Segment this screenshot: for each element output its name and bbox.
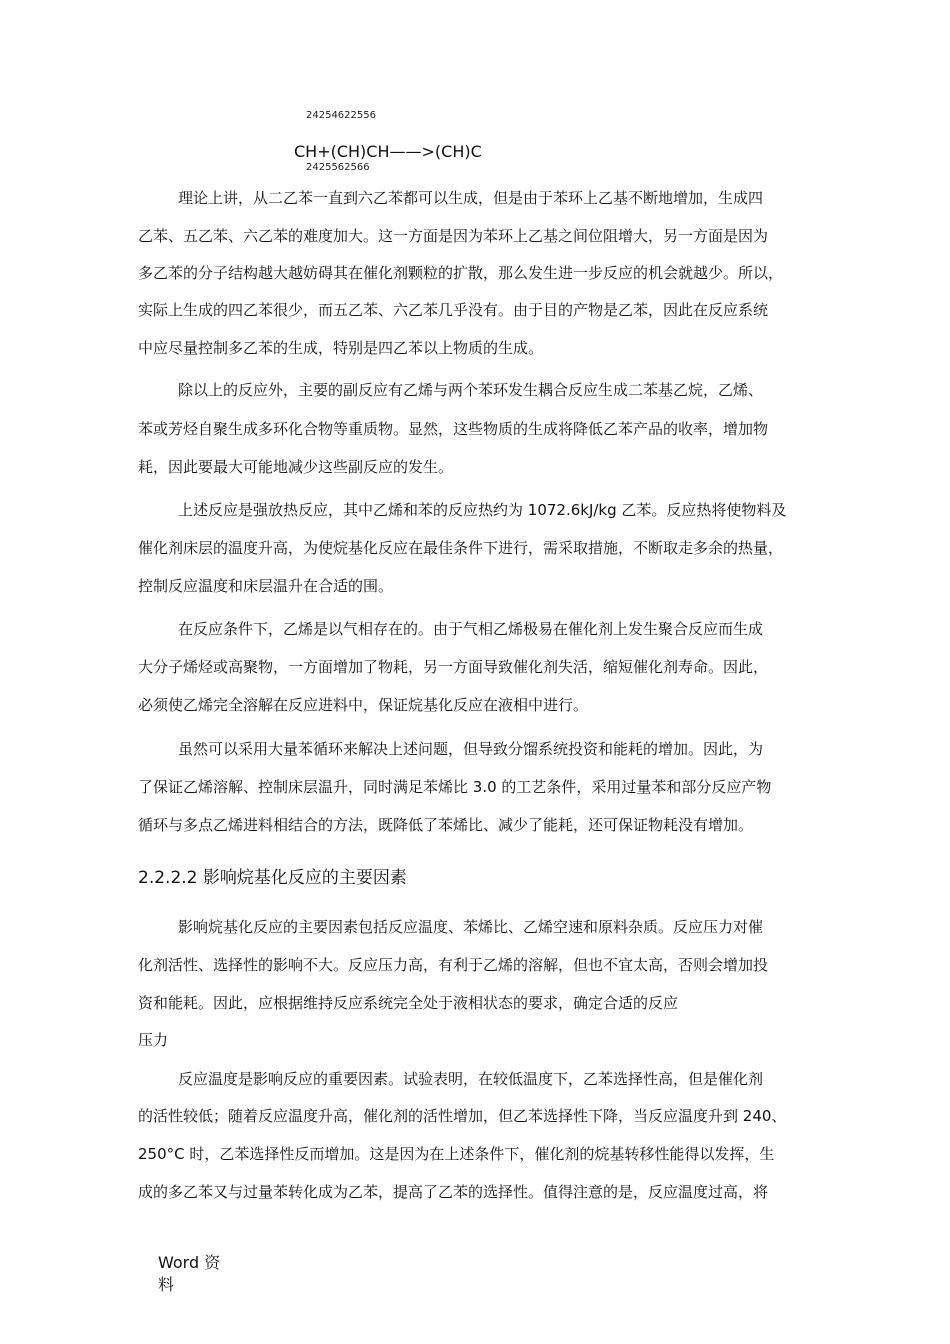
text-line: 了保证乙烯溶解、控制床层温升，同时满足苯烯比 3.0 的工艺条件，采用过量苯和部分反应产物 <box>138 778 772 796</box>
text-line: 影响烷基化反应的主要因素包括反应温度、苯烯比、乙烯空速和原料杂质。反应压力对催 <box>178 918 764 936</box>
section-heading: 2.2.2.2 影响烷基化反应的主要因素 <box>138 868 407 888</box>
text-line: 除以上的反应外，主要的副反应有乙烯与两个苯环发生耦合反应生成二苯基乙烷，乙烯、 <box>178 381 764 399</box>
text-line: 成的多乙苯又与过量苯转化成为乙苯，提高了乙苯的选择性。值得注意的是，反应温度过高，将 <box>138 1183 769 1201</box>
footer-line-2: 料 <box>158 1275 175 1294</box>
text-line: 的活性较低；随着反应温度升高，催化剂的活性增加，但乙苯选择性下降，当反应温度升到 240、 <box>138 1107 787 1125</box>
equation-superscripts: 24254622556 <box>306 110 376 121</box>
text-line: 必须使乙烯完全溶解在反应进料中，保证烷基化反应在液相中进行。 <box>138 696 589 714</box>
equation-subscripts: 2425562566 <box>306 162 370 173</box>
text-line: 耗，因此要最大可能地减少这些副反应的发生。 <box>138 458 454 476</box>
text-line: 苯或芳烃自聚生成多环化合物等重质物。显然，这些物质的生成将降低乙苯产品的收率，增加物 <box>138 420 769 438</box>
text-line: 化剂活性、选择性的影响不大。反应压力高，有利于乙烯的溶解，但也不宜太高，否则会增加投 <box>138 956 769 974</box>
text-line: 上述反应是强放热反应，其中乙烯和苯的反应热约为 1072.6kJ/kg 乙苯。反应热将使物料及 <box>178 501 787 519</box>
text-line: 大分子烯烃或高聚物，一方面增加了物耗，另一方面导致催化剂失活，缩短催化剂寿命。因此， <box>138 658 769 676</box>
text-line: 理论上讲，从二乙苯一直到六乙苯都可以生成，但是由于苯环上乙基不断地增加，生成四 <box>178 189 764 207</box>
text-line: 催化剂床层的温度升高，为使烷基化反应在最佳条件下进行，需采取措施，不断取走多余的热量， <box>138 539 784 557</box>
text-line: 虽然可以采用大量苯循环来解决上述问题，但导致分馏系统投资和能耗的增加。因此，为 <box>178 740 764 758</box>
text-line: 多乙苯的分子结构越大越妨碍其在催化剂颗粒的扩散，那么发生进一步反应的机会就越少。所以， <box>138 264 784 282</box>
text-line: 乙苯、五乙苯、六乙苯的难度加大。这一方面是因为苯环上乙基之间位阻增大，另一方面是因为 <box>138 227 769 245</box>
text-line: 在反应条件下，乙烯是以气相存在的。由于气相乙烯极易在催化剂上发生聚合反应而生成 <box>178 620 764 638</box>
text-line: 控制反应温度和床层温升在合适的围。 <box>138 577 394 595</box>
text-line: 反应温度是影响反应的重要因素。试验表明，在较低温度下，乙苯选择性高，但是催化剂 <box>178 1070 764 1088</box>
text-line: 实际上生成的四乙苯很少，而五乙苯、六乙苯几乎没有。由于目的产物是乙苯，因此在反应系统 <box>138 301 769 319</box>
text-line: 250°C 时，乙苯选择性反而增加。这是因为在上述条件下，催化剂的烷基转移性能得以发挥，生 <box>138 1145 775 1163</box>
text-line: 资和能耗。因此，应根据维持反应系统完全处于液相状态的要求，确定合适的反应 <box>138 994 679 1012</box>
text-line: 中应尽量控制多乙苯的生成，特别是四乙苯以上物质的生成。 <box>138 339 544 357</box>
text-line: 压力 <box>138 1031 169 1049</box>
chemical-equation: CH+(CH)CH——>(CH)C <box>294 142 482 161</box>
text-line: 循环与多点乙烯进料相结合的方法，既降低了苯烯比、减少了能耗，还可保证物耗没有增加。 <box>138 816 754 834</box>
footer-line-1: Word 资 <box>158 1253 221 1272</box>
